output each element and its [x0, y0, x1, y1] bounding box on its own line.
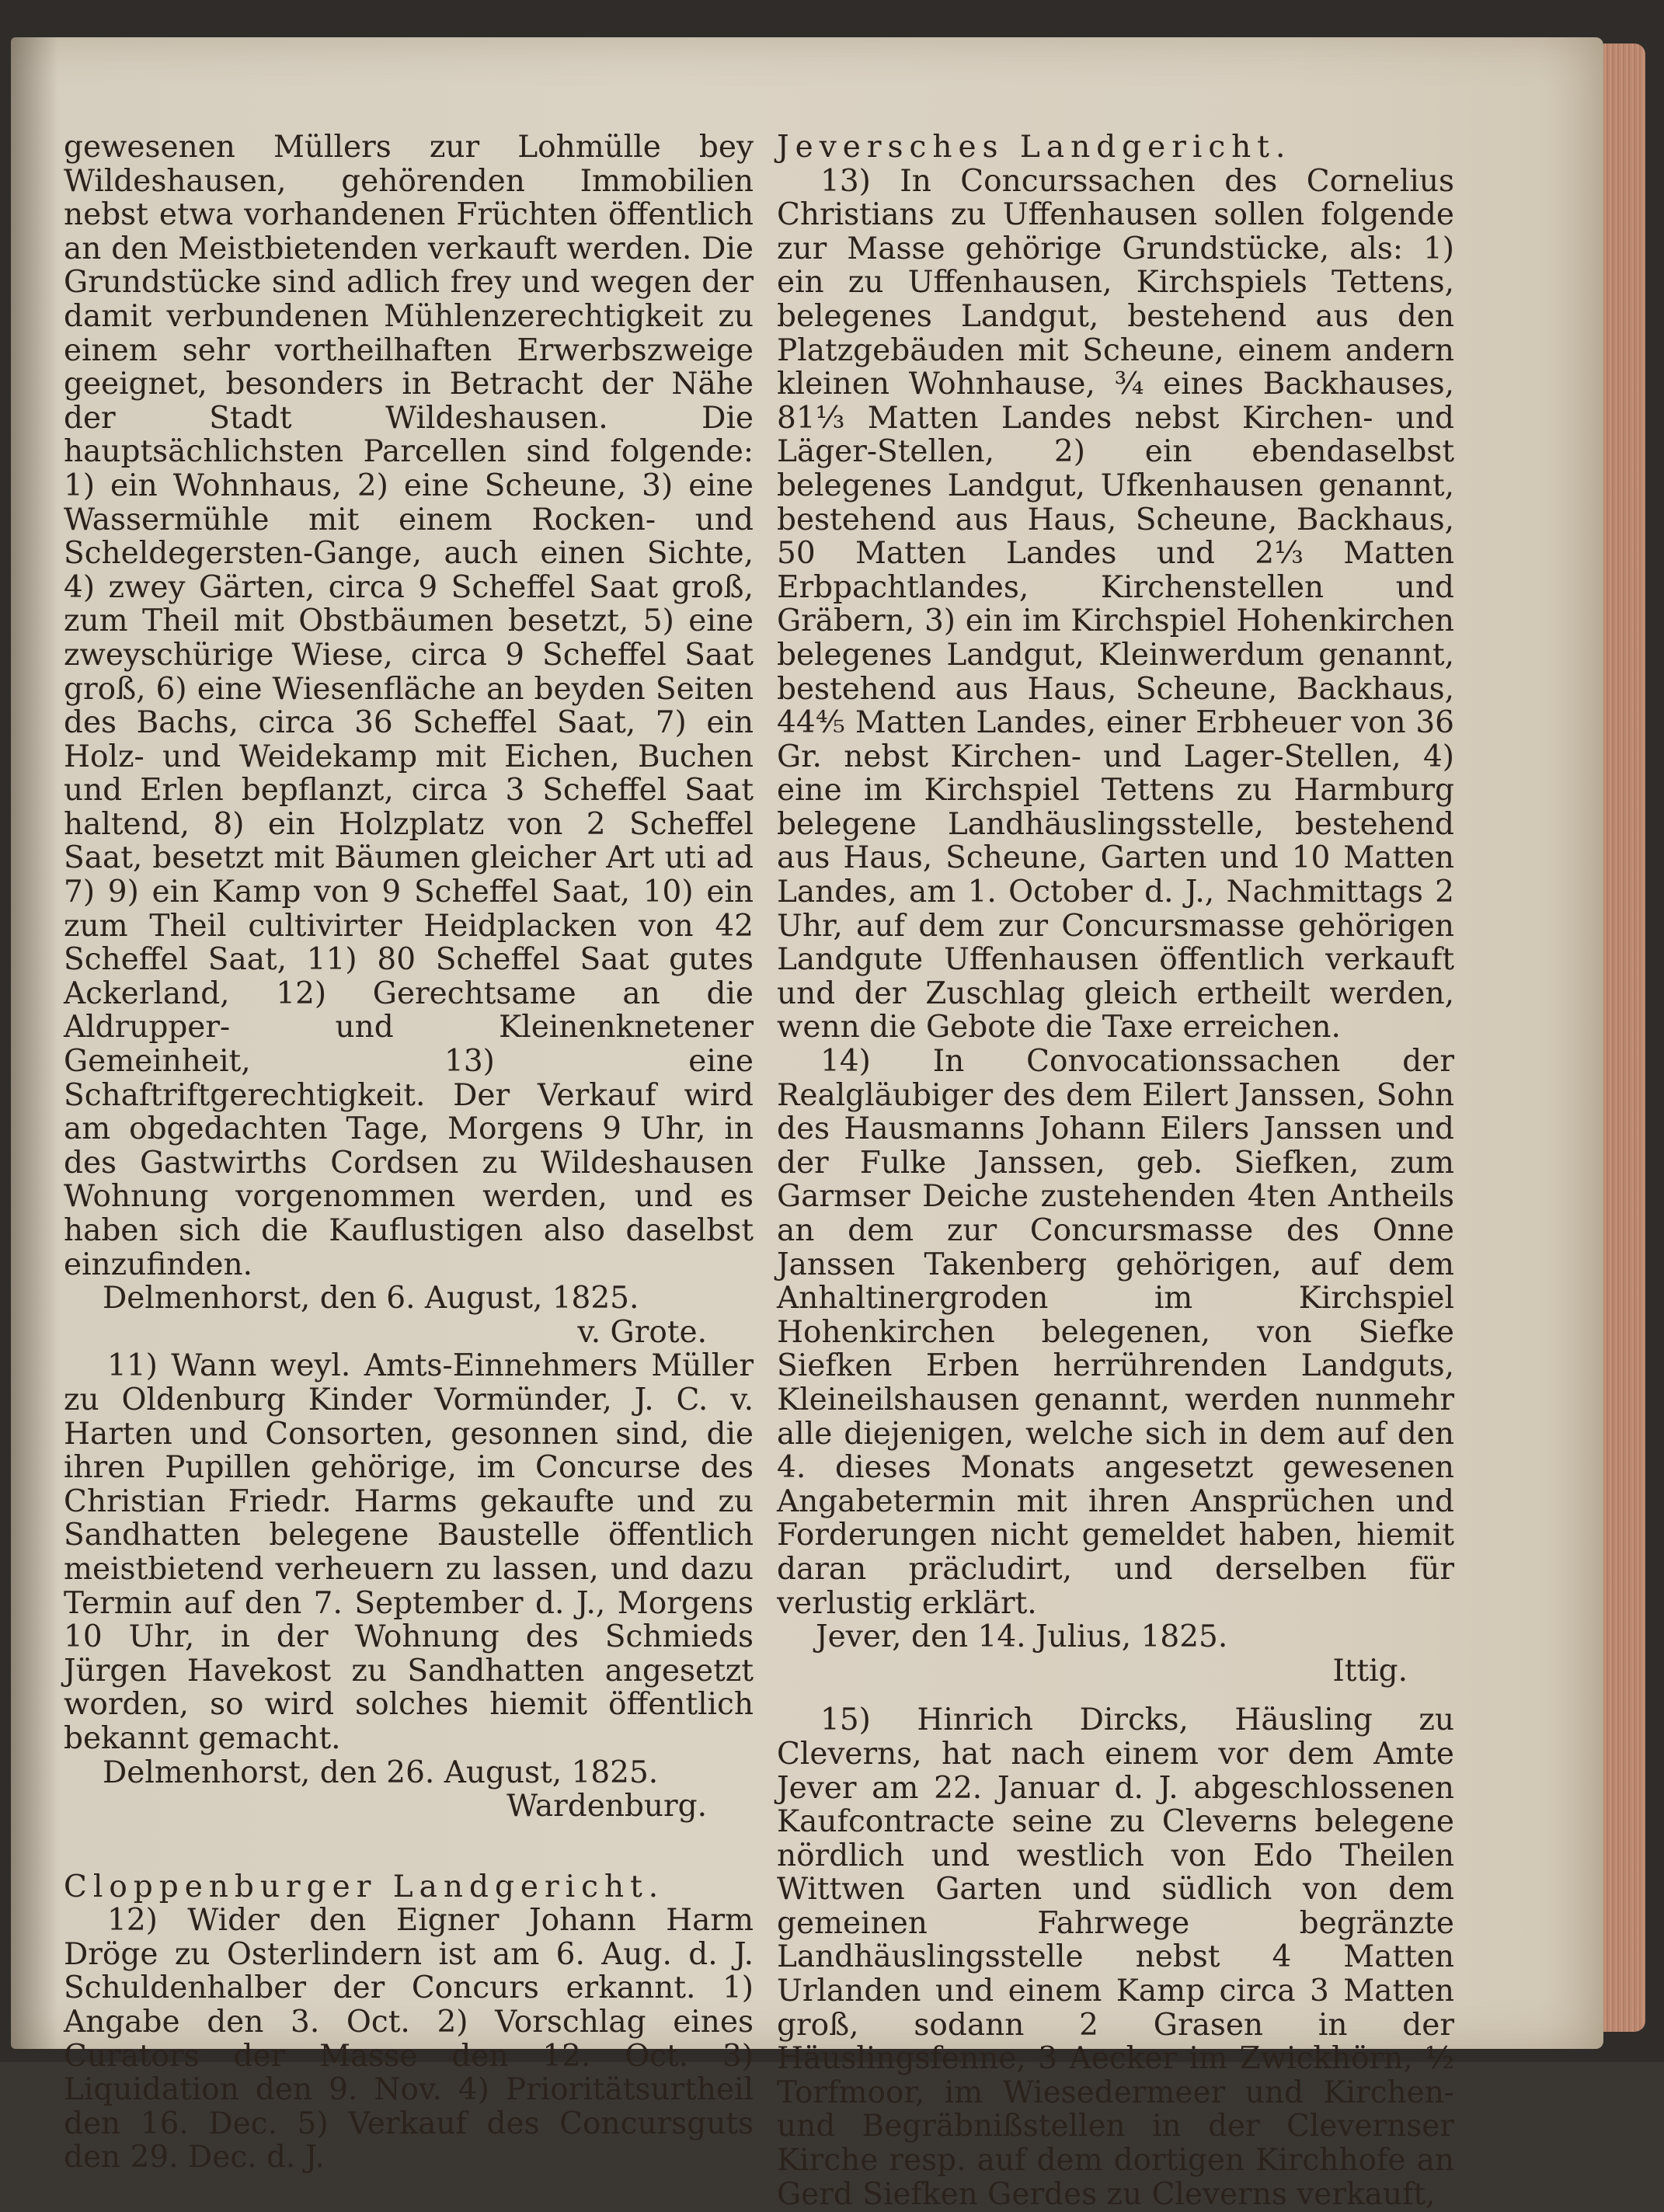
left-signature-2: Wardenburg.: [507, 1789, 707, 1824]
left-paragraph-11: 11) Wann weyl. Amts-Einnehmers Müller zu Oldenburg Kinder Vormünder, J. C. v. Harten und Consorten, gesonnen sind, die ihren Pupillen gehörige, im Concurse des Christian Friedr. Harms gekaufte und zu Sandhatten belegene Baustelle öffentlich meistbietend verheuern zu lassen, und dazu Termin auf den 7. September d. J., Morgens 10 Uhr, in der Wohnung des Schmieds Jürgen Havekost zu Sandhatten angesetzt worden, so wird solches hiemit öffentlich bekannt gemacht.: [64, 1348, 754, 1756]
page-edge: [1603, 43, 1645, 2032]
section-heading-jever: Jeversches Landgericht.: [777, 130, 1292, 165]
right-paragraph-15: 15) Hinrich Dircks, Häusling zu Cleverns, hat nach einem vor dem Amte Jever am 22. Januar d. J. abgeschlossenen Kaufcontracte seine zu Cleverns belegene nördlich und westlich von Edo Theilen Wittwen Garten und südlich von dem gemeinen Fahrwege begränzte Landhäuslingsstelle nebst 4 Matten Urlanden und einem Kamp circa 3 Matten groß, sodann 2 Grasen in der Häuslingsfenne, 3 Aecker im Zwickhörn, ½ Torfmoor, im Wiesedermeer und Kirchen- und Begräbnißstellen in der Clevernser Kirche resp. auf dem dortigen Kirchhofe an Gerd Siefken Gerdes zu Cleverns verkauft,: [777, 1702, 1454, 2212]
right-paragraph-14: 14) In Convocationssachen der Realgläubiger des dem Eilert Janssen, Sohn des Hausmanns Johann Eilers Janssen und der Fulke Janssen, geb. Siefken, zum Garmser Deiche zustehenden 4ten Antheils an dem zur Concursmasse des Onne Janssen Takenberg gehörigen, auf dem Anhaltinergroden im Kirchspiel Hohenkirchen belegenen, von Siefke Siefken Erben herrührenden Landguts, Kleineilshausen genannt, werden nunmehr alle diejenigen, welche sich in dem auf den 4. dieses Monats angesetzt gewesenen Angabetermin mit ihren Ansprüchen und Forderungen nicht gemeldet haben, hiemit daran präcludirt, und derselben für verlustig erklärt.: [777, 1044, 1454, 1621]
page-gutter: [11, 37, 57, 2049]
left-date-1: Delmenhorst, den 6. August, 1825.: [103, 1281, 639, 1316]
spacer: [64, 1824, 754, 1870]
left-date-2: Delmenhorst, den 26. August, 1825.: [103, 1755, 659, 1790]
right-signature: Ittig.: [1332, 1653, 1408, 1689]
right-column: [777, 130, 1454, 2211]
right-date: Jever, den 14. Julius, 1825.: [816, 1619, 1228, 1655]
left-paragraph-12: 12) Wider den Eigner Johann Harm Dröge zu Osterlindern ist am 6. Aug. d. J. Schuldenhalber der Concurs erkannt. 1) Angabe den 3. Oct. 2) Vorschlag eines Curators der Masse den 12. Oct. 3) Liquidation den 9. Nov. 4) Prioritätsurtheil den 16. Dec. 5) Verkauf des Concursguts den 29. Dec. d. J.: [64, 1903, 754, 2175]
left-column: [64, 130, 754, 2175]
section-heading-cloppenburg: Cloppenburger Landgericht.: [64, 1869, 665, 1904]
left-signature-1: v. Grote.: [577, 1314, 707, 1350]
spacer: [777, 1688, 1454, 1703]
left-paragraph-continued: gewesenen Müllers zur Lohmülle bey Wildeshausen, gehörenden Immobilien nebst etwa vorhandenen Früchten öffentlich an den Meistbietenden verkauft werden. Die Grundstücke sind adlich frey und wegen der damit verbundenen Mühlenzerechtigkeit zu einem sehr vortheilhaften Erwerbszweige geeignet, besonders in Betracht der Nähe der Stadt Wildeshausen. Die hauptsächlichsten Parcellen sind folgende: 1) ein Wohnhaus, 2) eine Scheune, 3) eine Wassermühle mit einem Rocken- und Scheldegersten-Gange, auch einen Sichte, 4) zwey Gärten, circa 9 Scheffel Saat groß, zum Theil mit Obstbäumen besetzt, 5) eine zweyschürige Wiese, circa 9 Scheffel Saat groß, 6) eine Wiesenfläche an beyden Seiten des Bachs, circa 36 Scheffel Saat, 7) ein Holz- und Weidekamp mit Eichen, Buchen und Erlen bepflanzt, circa 3 Scheffel Saat haltend, 8) ein Holzplatz von 2 Scheffel Saat, besetzt mit Bäumen gleicher Art uti ad 7) 9) ein Kamp von 9 Scheffel Saat, 10) ein zum Theil cultivirter Heidplacken von 42 Scheffel Saat, 11) 80 Scheffel Saat gutes Ackerland, 12) Gerechtsame an die Aldrupper- und Kleinenknetener Gemeinheit, 13) eine Schaftriftgerechtigkeit. Der Verkauf wird am obgedachten Tage, Morgens 9 Uhr, in des Gastwirths Cordsen zu Wildeshausen Wohnung vorgenommen werden, und es haben sich die Kauflustigen also daselbst einzufinden.: [64, 130, 754, 1282]
right-paragraph-13: 13) In Concurssachen des Cornelius Christians zu Uffenhausen sollen folgende zur Masse gehörige Grundstücke, als: 1) ein zu Uffenhausen, Kirchspiels Tettens, belegenes Landgut, bestehend aus den Platzgebäuden mit Scheune, einem andern kleinen Wohnhause, ¾ eines Backhauses, 81⅓ Matten Landes nebst Kirchen- und Läger-Stellen, 2) ein ebendaselbst belegenes Landgut, Ufkenhausen genannt, bestehend aus Haus, Scheune, Backhaus, 50 Matten Landes und 2⅓ Matten Erbpachtlandes, Kirchenstellen und Gräbern, 3) ein im Kirchspiel Hohenkirchen belegenes Landgut, Kleinwerdum genannt, bestehend aus Haus, Scheune, Backhaus, 44⅘ Matten Landes, einer Erbheuer von 36 Gr. nebst Kirchen- und Lager-Stellen, 4) eine im Kirchspiel Tettens zu Harmburg belegene Landhäuslingsstelle, bestehend aus Haus, Scheune, Garten und 10 Matten Landes, am 1. October d. J., Nachmittags 2 Uhr, auf dem zur Concursmasse gehörigen Landgute Uffenhausen öffentlich verkauft und der Zuschlag gleich ertheilt werden, wenn die Gebote die Taxe erreichen.: [777, 163, 1454, 1045]
